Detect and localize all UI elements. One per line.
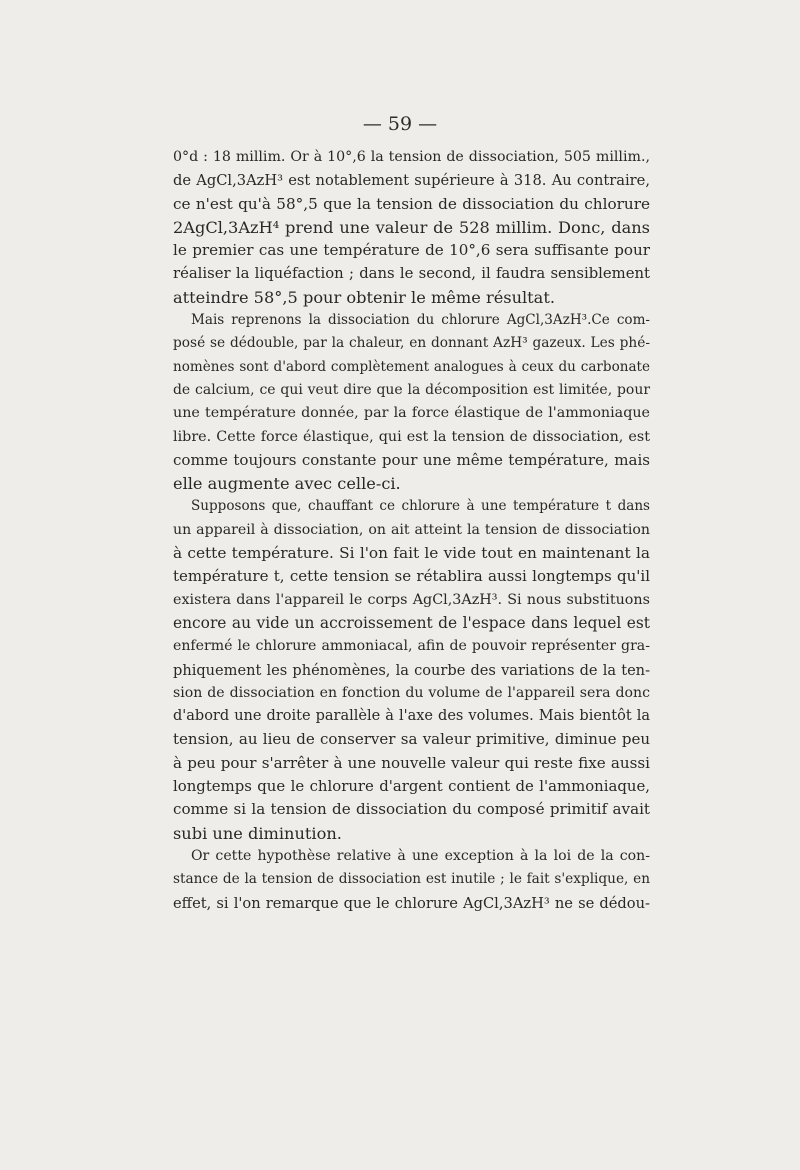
text-line: 0°d : 18 millim. Or à 10°,6 la tension de dissociation, 505 millim., [173,149,650,165]
text-line: réaliser la liquéfaction ; dans le second, il faudra sensiblement [173,265,650,283]
text-line: libre. Cette force élastique, qui est la tension de dissociation, est [173,428,650,445]
text-line: à cette température. Si l'on fait le vide tout en maintenant la [173,544,650,563]
text-line: comme si la tension de dissociation du composé primitif avait [173,800,650,819]
text-line: sion de dissociation en fonction du volume de l'appareil sera donc [173,684,650,701]
text-line: ce n'est qu'à 58°,5 que la tension de dissociation du chlorure [173,194,650,213]
text-line: posé se dédouble, par la chaleur, en donnant AzH³ gazeux. Les phé- [173,335,650,352]
text-line: de AgCl,3AzH³ est notablement supérieure à 318. Au contraire, [173,172,650,190]
text-line: à peu pour s'arrêter à une nouvelle valeur qui reste fixe aussi [173,753,650,772]
text-line: elle augmente avec celle-ci. [173,474,401,494]
text-line: enfermé le chlorure ammoniacal, afin de pouvoir représenter gra- [173,638,650,655]
text-line: un appareil à dissociation, on ait atteint la tension de dissociation [173,521,650,538]
text-line: nomènes sont d'abord complètement analogues à ceux du carbonate [173,358,650,375]
text-line: tension, au lieu de conserver sa valeur primitive, diminue peu [173,730,650,749]
text-line: le premier cas une température de 10°,6 sera suffisante pour [173,241,650,260]
text-line: encore au vide un accroissement de l'espace dans lequel est [173,613,650,632]
text-line: phiquement les phénomènes, la courbe des variations de la ten- [173,661,650,679]
text-line: longtemps que le chlorure d'argent contient de l'ammoniaque, [173,777,650,796]
body-text [173,146,650,915]
text-line: de calcium, ce qui veut dire que la décomposition est limitée, pour [173,381,650,398]
text-line: effet, si l'on remarque que le chlorure AgCl,3AzH³ ne se dédou- [173,894,650,912]
text-line: température t, cette tension se rétablira aussi longtemps qu'il [173,567,650,586]
page-number: — 59 — [362,113,438,135]
text-line: existera dans l'appareil le corps AgCl,3AzH³. Si nous substituons [173,591,650,608]
text-line: atteindre 58°,5 pour obtenir le même résultat. [173,287,555,307]
text-line: 2AgCl,3AzH⁴ prend une valeur de 528 millim. Donc, dans [173,217,650,237]
text-line: comme toujours constante pour une même température, mais [173,450,650,469]
text-line: d'abord une droite parallèle à l'axe des volumes. Mais bientôt la [173,708,650,725]
text-line: Supposons que, chauffant ce chlorure à une température t dans [191,498,650,515]
text-line: Mais reprenons la dissociation du chlorure AgCl,3AzH³.Ce com- [191,312,650,329]
text-line: stance de la tension de dissociation est inutile ; le fait s'explique, en [173,871,650,888]
text-line: subi une diminution. [173,823,342,843]
text-line: une température donnée, par la force élastique de l'ammoniaque [173,405,650,422]
text-line: Or cette hypothèse relative à une exception à la loi de la con- [191,847,650,864]
